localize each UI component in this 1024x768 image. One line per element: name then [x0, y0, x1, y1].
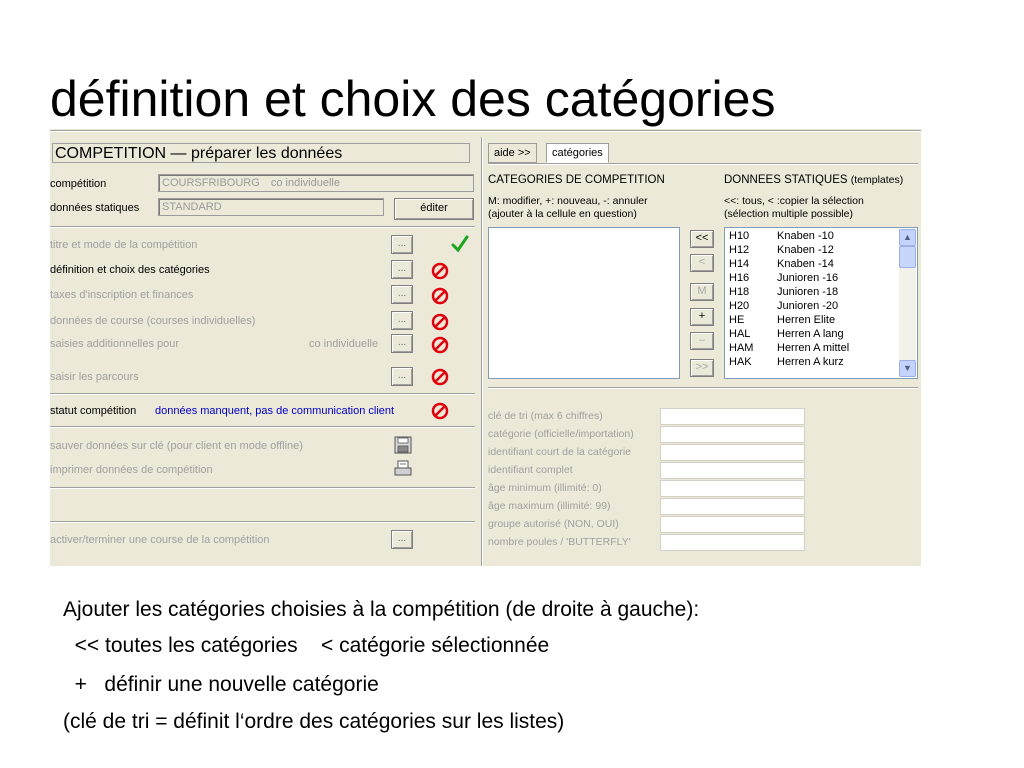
- item-code: H20: [729, 300, 750, 312]
- check-icon: [450, 234, 470, 254]
- printer-icon[interactable]: [393, 459, 413, 479]
- edit-button[interactable]: éditer: [394, 198, 474, 220]
- property-pools-field[interactable]: [660, 534, 805, 551]
- activate-course-button[interactable]: ...: [391, 530, 413, 549]
- property-category-field[interactable]: [660, 426, 805, 443]
- application-screenshot: [50, 129, 921, 566]
- property-min-age-field[interactable]: [660, 480, 805, 497]
- static-data-field[interactable]: STANDARD: [158, 198, 384, 216]
- property-sort-key-field[interactable]: [660, 408, 805, 425]
- remove-button[interactable]: –: [690, 332, 714, 350]
- row-additional-entries-type: co individuelle: [309, 338, 379, 350]
- status-value: données manquent, pas de communication client: [155, 405, 395, 417]
- print-label: imprimer données de compétition: [50, 464, 213, 476]
- property-group-field[interactable]: [660, 516, 805, 533]
- right-divider: [488, 387, 918, 389]
- item-name: Herren A kurz: [777, 356, 844, 368]
- static-data-help-1: <<: tous, < :copier la sélection: [724, 195, 864, 207]
- list-item[interactable]: [729, 258, 834, 270]
- item-name: Junioren -20: [777, 300, 839, 312]
- floppy-save-icon[interactable]: [393, 435, 413, 455]
- static-list-scrollbar[interactable]: [899, 229, 916, 377]
- top-divider: [50, 130, 921, 132]
- caption-line-4: (clé de tri = définit l‘ordre des catégories sur les listes): [63, 710, 565, 733]
- row-categories-button[interactable]: ...: [391, 260, 413, 279]
- forbidden-icon: [430, 367, 450, 387]
- item-code: HAK: [729, 356, 752, 368]
- row-categories: définition et choix des catégories: [50, 264, 210, 276]
- list-item[interactable]: [729, 272, 838, 284]
- scroll-down-icon[interactable]: ▼: [899, 360, 916, 377]
- row-additional-entries: saisies additionnelles pour: [50, 338, 180, 350]
- caption-line-3: + définir une nouvelle catégorie: [63, 673, 379, 696]
- row-additional-entries-button[interactable]: ...: [391, 334, 413, 353]
- row-taxes: taxes d'inscription et finances: [50, 289, 194, 301]
- competition-field[interactable]: [158, 174, 474, 192]
- static-data-title-suffix: (templates): [850, 174, 904, 186]
- item-code: H10: [729, 230, 750, 242]
- static-data-title: [724, 174, 903, 186]
- list-item[interactable]: [729, 300, 838, 312]
- competition-panel-title: COMPETITION — préparer les données: [52, 143, 470, 163]
- row-title-mode: titre et mode de la compétition: [50, 239, 198, 251]
- row-courses: saisir les parcours: [50, 371, 139, 383]
- list-item[interactable]: [729, 314, 835, 326]
- item-name: Herren Elite: [777, 314, 836, 326]
- copy-selection-button[interactable]: <: [690, 254, 714, 272]
- property-full-id-field[interactable]: [660, 462, 805, 479]
- item-name: Junioren -18: [777, 286, 839, 298]
- panel-splitter: [481, 137, 483, 566]
- item-name: Knaben -14: [777, 258, 834, 270]
- left-divider-1: [50, 226, 475, 228]
- item-name: Junioren -16: [777, 272, 839, 284]
- move-back-button[interactable]: >>: [690, 359, 714, 377]
- item-code: H16: [729, 272, 750, 284]
- row-course-data: données de course (courses individuelles): [50, 315, 256, 327]
- item-code: H18: [729, 286, 750, 298]
- tab-baseline: [488, 163, 918, 165]
- property-full-id-label: identifiant complet: [488, 464, 573, 476]
- forbidden-icon: [430, 261, 450, 281]
- property-group-label: groupe autorisé (NON, OUI): [488, 518, 619, 530]
- property-max-age-field[interactable]: [660, 498, 805, 515]
- competition-categories-list[interactable]: [488, 227, 680, 379]
- property-sort-key-label: clé de tri (max 6 chiffres): [488, 410, 603, 422]
- list-item[interactable]: [729, 342, 849, 354]
- scroll-up-icon[interactable]: ▲: [899, 229, 916, 246]
- forbidden-icon: [430, 286, 450, 306]
- item-name: Knaben -12: [777, 244, 834, 256]
- static-data-title-text: DONNEES STATIQUES: [724, 174, 848, 186]
- competition-type: co individuelle: [270, 177, 340, 189]
- property-max-age-label: âge maximum (illimité: 99): [488, 500, 611, 512]
- add-button[interactable]: +: [690, 308, 714, 326]
- copy-all-button[interactable]: <<: [690, 230, 714, 248]
- tab-categories[interactable]: catégories: [546, 143, 609, 163]
- status-label: statut compétition: [50, 405, 137, 417]
- caption-line-2: << toutes les catégories < catégorie sélectionnée: [63, 634, 550, 657]
- item-code: HAM: [729, 342, 754, 354]
- list-item[interactable]: [729, 244, 834, 256]
- competition-label: compétition: [50, 178, 107, 190]
- competition-categories-title: CATEGORIES DE COMPETITION: [488, 174, 665, 186]
- competition-categories-help-2: (ajouter à la cellule en question): [488, 208, 637, 220]
- list-item[interactable]: [729, 356, 844, 368]
- static-data-label: données statiques: [50, 202, 140, 214]
- property-pools-label: nombre poules / 'BUTTERFLY': [488, 536, 631, 548]
- static-categories-list[interactable]: [724, 227, 918, 379]
- modify-button[interactable]: M: [690, 283, 714, 301]
- property-short-id-field[interactable]: [660, 444, 805, 461]
- competition-name: COURSFRIBOURG: [162, 177, 260, 189]
- item-code: H12: [729, 244, 750, 256]
- property-min-age-label: âge minimum (illimité: 0): [488, 482, 602, 494]
- tab-help[interactable]: aide >>: [488, 143, 537, 163]
- row-title-mode-button[interactable]: ...: [391, 235, 413, 254]
- caption-line-1: Ajouter les catégories choisies à la compétition (de droite à gauche):: [63, 598, 700, 621]
- save-to-key-label: sauver données sur clé (pour client en mode offline): [50, 440, 303, 452]
- item-code: H14: [729, 258, 750, 270]
- list-item[interactable]: [729, 286, 838, 298]
- item-name: Knaben -10: [777, 230, 834, 242]
- item-name: Herren A mittel: [777, 342, 850, 354]
- competition-categories-help-1: M: modifier, +: nouveau, -: annuler: [488, 195, 648, 207]
- row-course-data-button[interactable]: ...: [391, 311, 413, 330]
- left-divider-5: [50, 521, 475, 523]
- row-taxes-button[interactable]: ...: [391, 285, 413, 304]
- item-code: HE: [729, 314, 745, 326]
- property-category-label: catégorie (officielle/importation): [488, 428, 634, 440]
- left-divider-3: [50, 426, 475, 428]
- static-data-help-2: (sélection multiple possible): [724, 208, 853, 220]
- item-code: HAL: [729, 328, 751, 340]
- list-item[interactable]: [729, 230, 834, 242]
- left-divider-2: [50, 393, 475, 395]
- left-divider-4: [50, 487, 475, 489]
- scroll-thumb[interactable]: [899, 246, 916, 268]
- property-short-id-label: identifiant court de la catégorie: [488, 446, 632, 458]
- slide-title: définition et choix des catégories: [50, 71, 776, 127]
- forbidden-icon: [430, 401, 450, 421]
- forbidden-icon: [430, 335, 450, 355]
- activate-course-label: activer/terminer une course de la compétition: [50, 534, 270, 546]
- item-name: Herren A lang: [777, 328, 844, 340]
- row-courses-button[interactable]: ...: [391, 367, 413, 386]
- list-item[interactable]: [729, 328, 844, 340]
- forbidden-icon: [430, 312, 450, 332]
